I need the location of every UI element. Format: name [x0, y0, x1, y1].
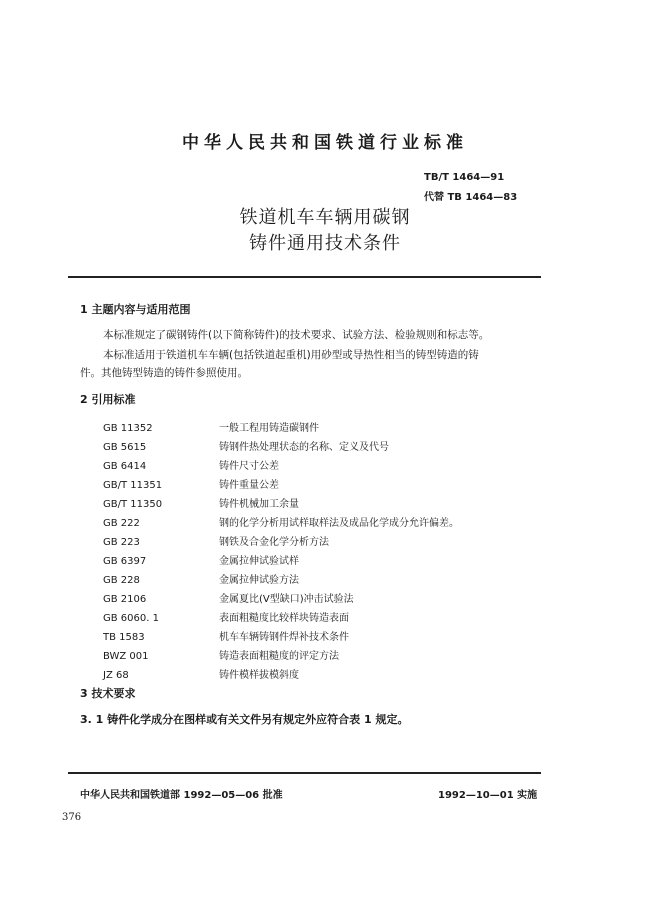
reference-row — [103, 533, 329, 548]
section1-para2-line2: 件。其他铸型铸造的铸件参照使用。 — [80, 367, 248, 379]
reference-row — [103, 590, 354, 605]
reference-row — [103, 647, 339, 662]
reference-row — [103, 571, 299, 586]
top-divider — [68, 276, 541, 278]
section1-para1: 本标准规定了碳钢铸件(以下简称铸件)的技术要求、试验方法、检验规则和标志等。 — [103, 329, 490, 341]
reference-code: GB 2106 — [103, 594, 147, 605]
reference-row — [103, 514, 459, 529]
reference-code: GB 222 — [103, 518, 140, 529]
reference-code: GB/T 11351 — [103, 480, 163, 491]
issuing-body-title: 中华人民共和国铁道行业标准 — [182, 133, 468, 153]
reference-name: 铸钢件热处理状态的名称、定义及代号 — [219, 442, 389, 453]
reference-code: GB 6414 — [103, 461, 147, 472]
reference-code: GB 11352 — [103, 423, 153, 434]
reference-row — [103, 609, 349, 624]
reference-code: GB 228 — [103, 575, 140, 586]
section3-heading: 3 技术要求 — [80, 687, 136, 700]
section2-heading: 2 引用标准 — [80, 393, 136, 406]
reference-row — [103, 476, 279, 491]
reference-name: 钢的化学分析用试样取样法及成品化学成分允许偏差。 — [219, 518, 459, 529]
reference-row — [103, 552, 299, 567]
section3-1-text: 3. 1 铸件化学成分在图样或有关文件另有规定外应符合表 1 规定。 — [80, 713, 409, 726]
reference-name: 铸件模样拔模斜度 — [219, 670, 299, 681]
reference-name: 铸件机械加工余量 — [219, 499, 299, 510]
reference-name: 金属夏比(V型缺口)冲击试验法 — [219, 594, 354, 605]
bottom-divider — [68, 772, 541, 774]
reference-name: 铸件重量公差 — [219, 480, 279, 491]
doc-title-line1: 铁道机车车辆用碳钢 — [239, 207, 411, 228]
reference-name: 铸件尺寸公差 — [219, 461, 279, 472]
reference-code: BWZ 001 — [103, 651, 149, 662]
reference-name: 钢铁及合金化学分析方法 — [219, 537, 329, 548]
doc-title-line2: 铸件通用技术条件 — [249, 233, 401, 254]
reference-code: JZ 68 — [103, 670, 129, 681]
replaces-code: 代替 TB 1464—83 — [424, 192, 518, 203]
page-number: 376 — [62, 812, 82, 823]
reference-code: GB 5615 — [103, 442, 147, 453]
reference-code: GB/T 11350 — [103, 499, 163, 510]
reference-code: TB 1583 — [103, 632, 145, 643]
reference-name: 机车车辆铸钢件焊补技术条件 — [219, 632, 349, 643]
reference-name: 表面粗糙度比较样块铸造表面 — [219, 613, 349, 624]
reference-code: GB 6397 — [103, 556, 147, 567]
reference-name: 金属拉伸试验方法 — [219, 575, 299, 586]
standard-code: TB/T 1464—91 — [424, 172, 505, 183]
reference-name: 金属拉伸试验试样 — [219, 556, 299, 567]
reference-row — [103, 666, 299, 681]
section1-para2-line1: 本标准适用于铁道机车车辆(包括铁道起重机)用砂型或导热性相当的铸型铸造的铸 — [103, 349, 479, 361]
reference-row — [103, 457, 279, 472]
section1-heading: 1 主题内容与适用范围 — [80, 303, 191, 316]
reference-row — [103, 438, 389, 453]
issue-approval: 中华人民共和国铁道部 1992—05—06 批准 — [80, 790, 283, 801]
reference-row — [103, 419, 319, 434]
reference-name: 一般工程用铸造碳钢件 — [219, 423, 319, 434]
effective-date: 1992—10—01 实施 — [438, 790, 538, 801]
reference-row — [103, 495, 299, 510]
reference-code: GB 6060. 1 — [103, 613, 159, 624]
reference-row — [103, 628, 349, 643]
reference-code: GB 223 — [103, 537, 140, 548]
reference-name: 铸造表面粗糙度的评定方法 — [219, 651, 339, 662]
